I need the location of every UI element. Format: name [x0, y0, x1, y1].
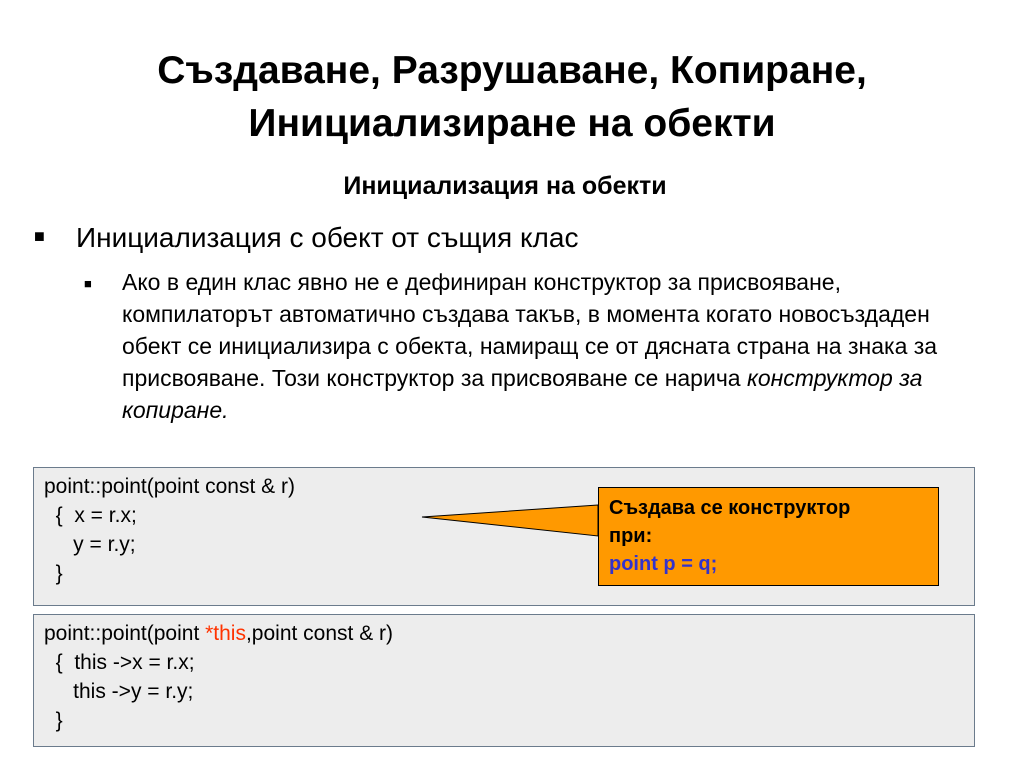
title-line-2: Инициализиране на обекти	[248, 102, 776, 145]
callout-box	[598, 487, 939, 586]
code-line-suffix: ,point const & r)	[245, 622, 394, 645]
this-keyword: *this	[205, 622, 246, 645]
code-line: y = r.y;	[44, 533, 136, 556]
bullet-level-1-text: Инициализация с обект от същия клас	[76, 222, 579, 253]
code-line	[44, 619, 974, 648]
code-line: { this ->x = r.x;	[44, 651, 195, 674]
code-line: point::point(point const & r)	[44, 475, 295, 498]
code-line-prefix: point::point(point	[44, 622, 206, 645]
callout-line-1: Създава се конструктор	[609, 497, 851, 519]
code-line: this ->y = r.y;	[44, 680, 194, 703]
slide-title	[0, 44, 1024, 150]
bullet-level-1	[34, 222, 578, 254]
bullet-level-2-text	[122, 266, 984, 426]
code-line: { x = r.x;	[44, 504, 137, 527]
callout-line-2: при:	[609, 525, 653, 547]
bullet-level-2-body: Ако в един клас явно не е дефиниран конструктор за присвояване, компилаторът автоматично създава такъв, в момента когато новосъздаден обект се инициализира с обекта, намиращ се от дясната страна на знака за присвояване. Този конструктор за присвояване се нарича	[122, 269, 938, 391]
slide-subtitle: Инициализация на обекти	[343, 172, 667, 200]
callout-code: point p = q;	[609, 553, 718, 575]
code-line: }	[44, 709, 63, 732]
code-block-this-version	[33, 614, 975, 747]
title-line-1: Създаване, Разрушаване, Копиране,	[157, 49, 867, 92]
square-bullet-icon: ■	[34, 226, 45, 246]
square-bullet-icon: ■	[84, 276, 92, 291]
code-line: }	[44, 562, 63, 585]
bullet-level-2	[84, 266, 984, 426]
bullet-level-2-italic: конструктор за копиране.	[122, 365, 923, 423]
